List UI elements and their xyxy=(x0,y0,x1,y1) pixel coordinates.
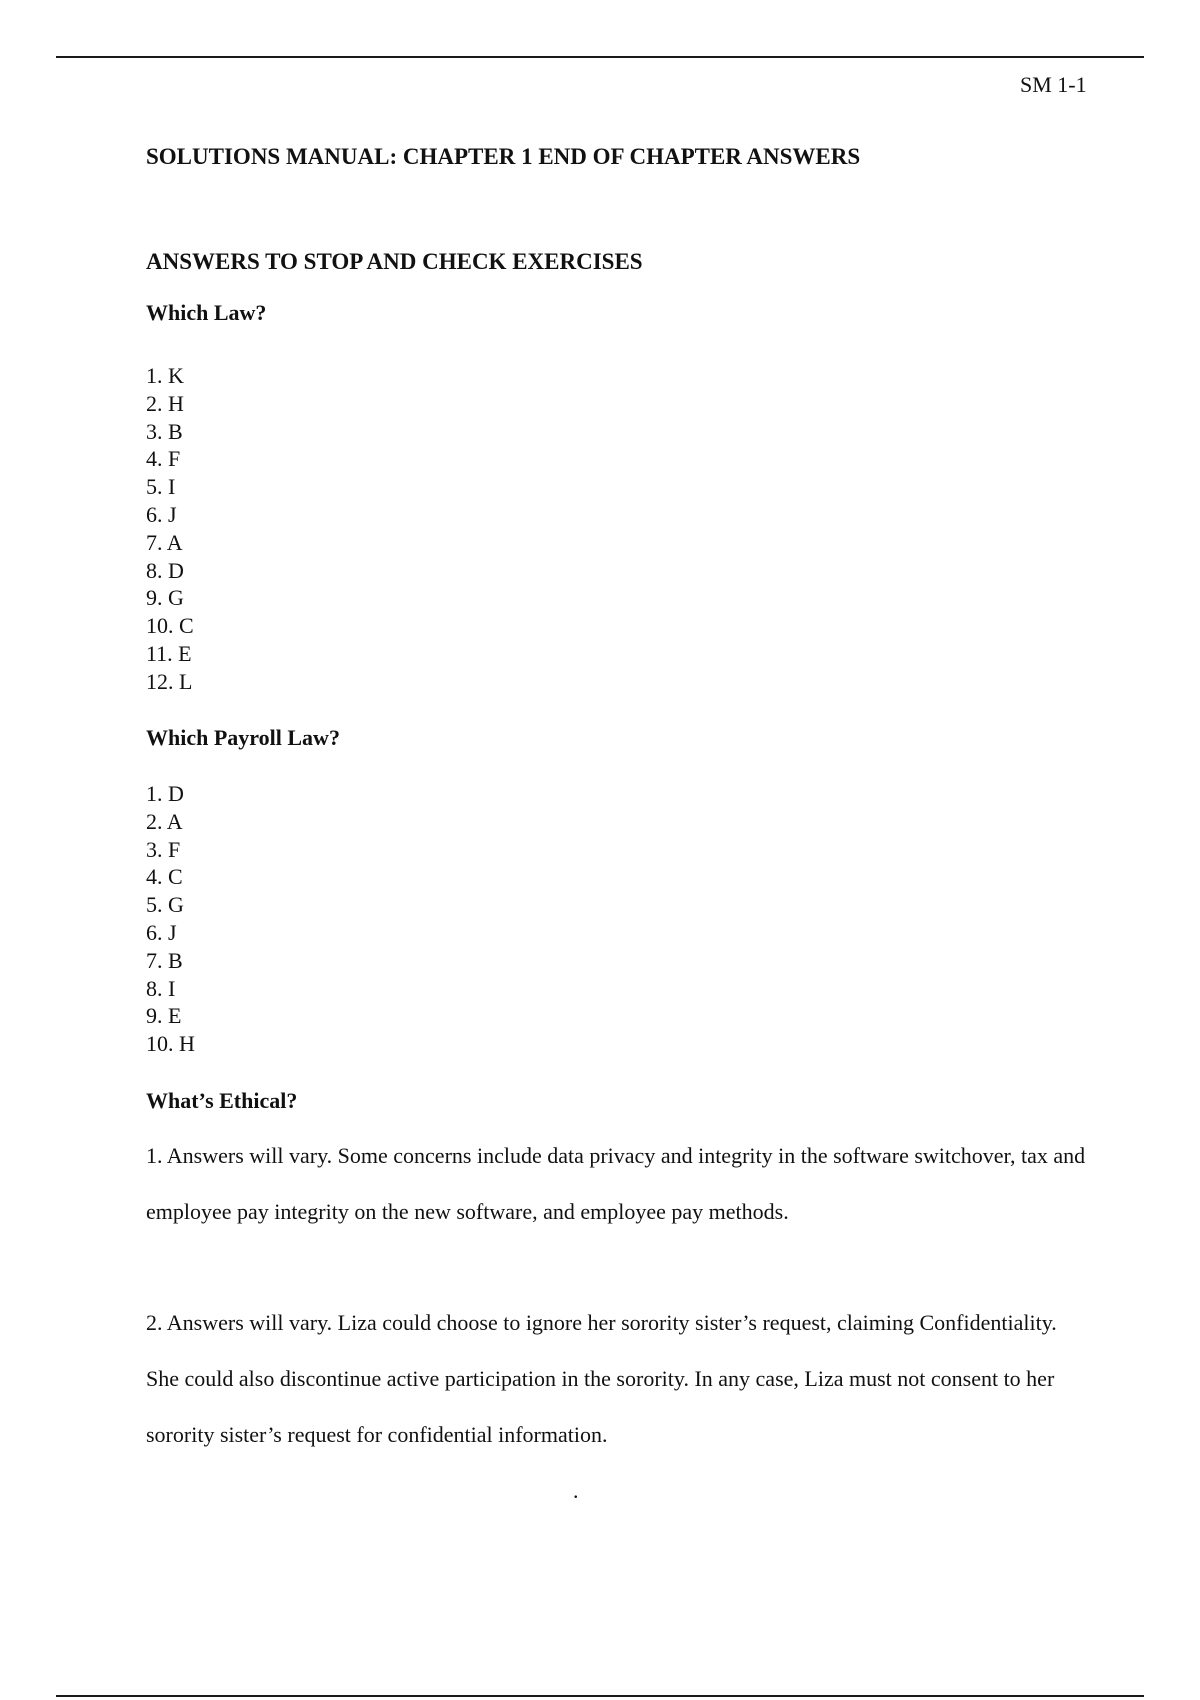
page-number: SM 1-1 xyxy=(1020,72,1087,97)
document-title: SOLUTIONS MANUAL: CHAPTER 1 END OF CHAPTER ANSWERS xyxy=(146,144,861,169)
list-item: 10. H xyxy=(146,1031,195,1057)
list-item: 3. B xyxy=(146,418,183,444)
which-payroll-law-heading: Which Payroll Law? xyxy=(146,725,340,750)
list-item: 2. A xyxy=(146,808,183,834)
list-item: 6. J xyxy=(146,501,177,527)
list-item: 4. C xyxy=(146,864,183,890)
bottom-rule xyxy=(56,1695,1144,1697)
list-item: 10. C xyxy=(146,613,194,639)
list-item: 12. L xyxy=(146,668,193,694)
list-item: 6. J xyxy=(146,919,177,945)
top-rule xyxy=(56,56,1144,58)
list-item: 5. I xyxy=(146,474,176,500)
section-heading: ANSWERS TO STOP AND CHECK EXERCISES xyxy=(146,249,643,274)
which-payroll-law-answer-list xyxy=(146,780,195,1058)
list-item: 7. A xyxy=(146,529,183,555)
which-law-heading: Which Law? xyxy=(146,300,267,325)
footer-mark: . xyxy=(573,1478,579,1503)
list-item: 2. H xyxy=(146,390,184,416)
list-item: 1. D xyxy=(146,781,184,806)
list-item: 11. E xyxy=(146,640,192,666)
list-item: 7. B xyxy=(146,947,183,973)
which-law-answer-list xyxy=(146,362,194,696)
whats-ethical-heading: What’s Ethical? xyxy=(146,1088,298,1113)
ethical-answer-1: 1. Answers will vary. Some concerns include data privacy and integrity in the software switchover, tax and employee pay integrity on the new software, and employee pay methods. xyxy=(146,1143,1086,1224)
list-item: 1. K xyxy=(146,363,184,388)
list-item: 9. G xyxy=(146,585,184,611)
list-item: 5. G xyxy=(146,892,184,918)
list-item: 8. D xyxy=(146,557,184,583)
list-item: 4. F xyxy=(146,446,181,472)
list-item: 9. E xyxy=(146,1003,182,1029)
list-item: 8. I xyxy=(146,975,176,1001)
list-item: 3. F xyxy=(146,836,181,862)
ethical-answer-2: 2. Answers will vary. Liza could choose to ignore her sorority sister’s request, claiming Confidentiality. She could also discontinue active participation in the sorority. In any case, Liza must not consent to her sorority sister’s request for confidential information. xyxy=(146,1310,1057,1447)
